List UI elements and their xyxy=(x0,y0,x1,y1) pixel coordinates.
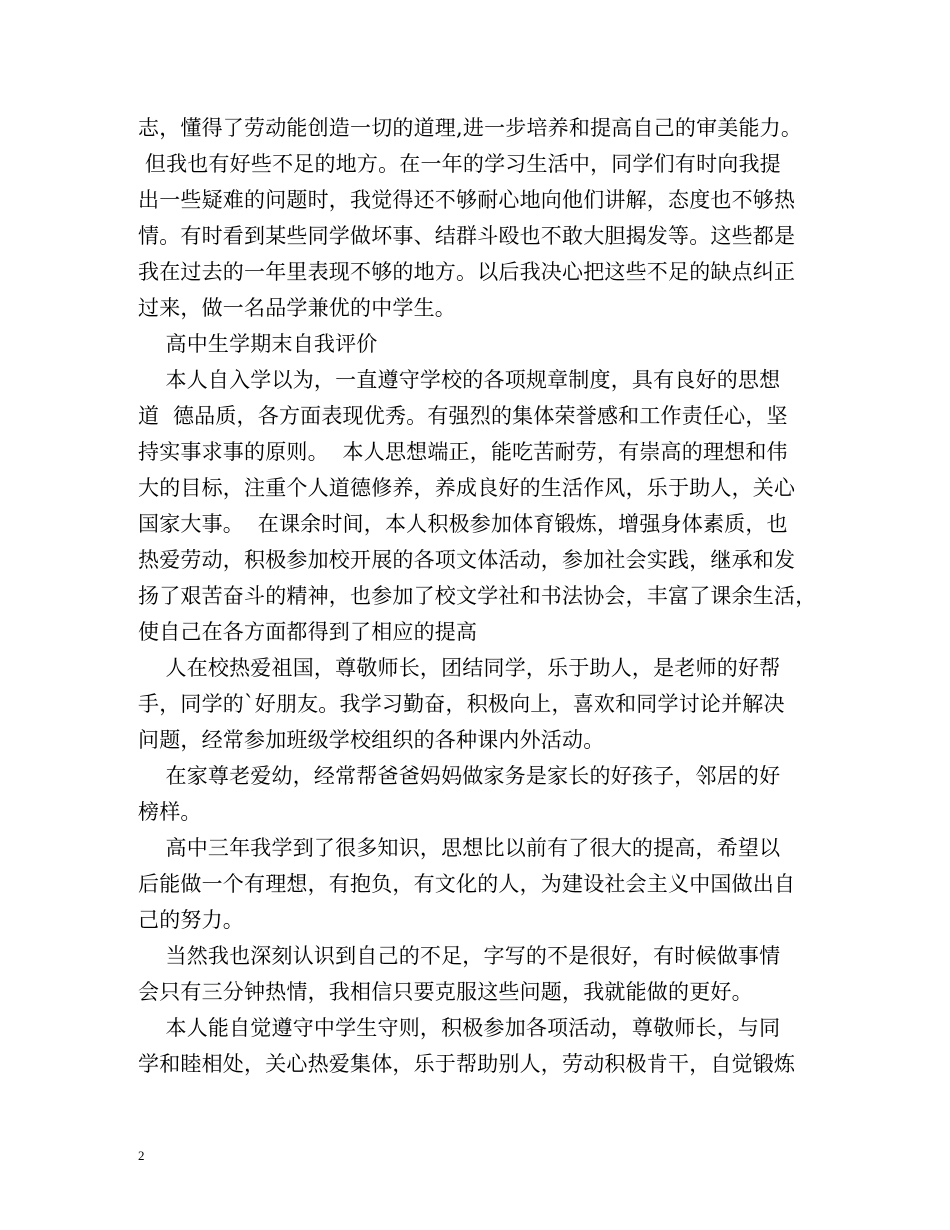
text-line: 后能做一个有理想，有抱负，有文化的人，为建设社会主义中国做出自 xyxy=(138,872,796,896)
text-line: 会只有三分钟热情，我相信只要克服这些问题，我就能做的更好。 xyxy=(138,980,753,1004)
text-line: 大的目标，注重个人道德修养，养成良好的生活作风，乐于助人，关心 xyxy=(138,476,796,500)
text-line: 使自己在各方面都得到了相应的提高 xyxy=(138,620,478,644)
text-line: 热爱劳动，积极参加校开展的各项文体活动，参加社会实践，继承和发 xyxy=(138,548,796,572)
text-line: 榜样。 xyxy=(138,800,202,824)
text-line: 志，懂得了劳动能创造一切的道理,进一步培养和提高自己的审美能力。 xyxy=(138,116,803,140)
text-line: 但我也有好些不足的地方。在一年的学习生活中，同学们有时向我提 xyxy=(138,152,781,176)
text-line: 持实事求事的原则。 本人思想端正，能吃苦耐劳，有崇高的理想和伟 xyxy=(138,440,788,464)
text-line: 问题，经常参加班级学校组织的各种课内外活动。 xyxy=(138,728,605,752)
text-line: 当然我也深刻认识到自己的不足，字写的不是很好，有时候做事情 xyxy=(138,944,781,968)
text-line: 人在校热爱祖国，尊敬师长，团结同学，乐于助人，是老师的好帮 xyxy=(138,656,781,680)
text-line: 高中三年我学到了很多知识，思想比以前有了很大的提高，希望以 xyxy=(138,836,781,860)
text-line: 学和睦相处，关心热爱集体，乐于帮助别人，劳动积极肯干，自觉锻炼 xyxy=(138,1052,796,1076)
text-line: 过来，做一名品学兼优的中学生。 xyxy=(138,296,456,320)
text-line: 情。有时看到某些同学做坏事、结群斗殴也不敢大胆揭发等。这些都是 xyxy=(138,224,796,248)
text-line: 扬了艰苦奋斗的精神，也参加了校文学社和书法协会，丰富了课余生活， xyxy=(138,584,817,608)
text-line: 本人能自觉遵守中学生守则，积极参加各项活动，尊敬师长，与同 xyxy=(138,1016,781,1040)
text-line: 道 德品质，各方面表现优秀。有强烈的集体荣誉感和工作责任心，坚 xyxy=(138,404,788,428)
page-number: 2 xyxy=(138,1148,145,1163)
section-heading: 高中生学期末自我评价 xyxy=(138,332,378,356)
text-line: 本人自入学以为，一直遵守学校的各项规章制度，具有良好的思想 xyxy=(138,368,781,392)
text-line: 在家尊老爱幼，经常帮爸爸妈妈做家务是家长的好孩子，邻居的好 xyxy=(138,764,781,788)
text-line: 手，同学的`好朋友。我学习勤奋，积极向上，喜欢和同学讨论并解决 xyxy=(138,692,785,716)
text-line: 出一些疑难的问题时，我觉得还不够耐心地向他们讲解，态度也不够热 xyxy=(138,188,796,212)
text-line: 国家大事。 在课余时间，本人积极参加体育锻炼，增强身体素质，也 xyxy=(138,512,788,536)
text-line: 己的努力。 xyxy=(138,908,244,932)
text-line: 我在过去的一年里表现不够的地方。以后我决心把这些不足的缺点纠正 xyxy=(138,260,796,284)
